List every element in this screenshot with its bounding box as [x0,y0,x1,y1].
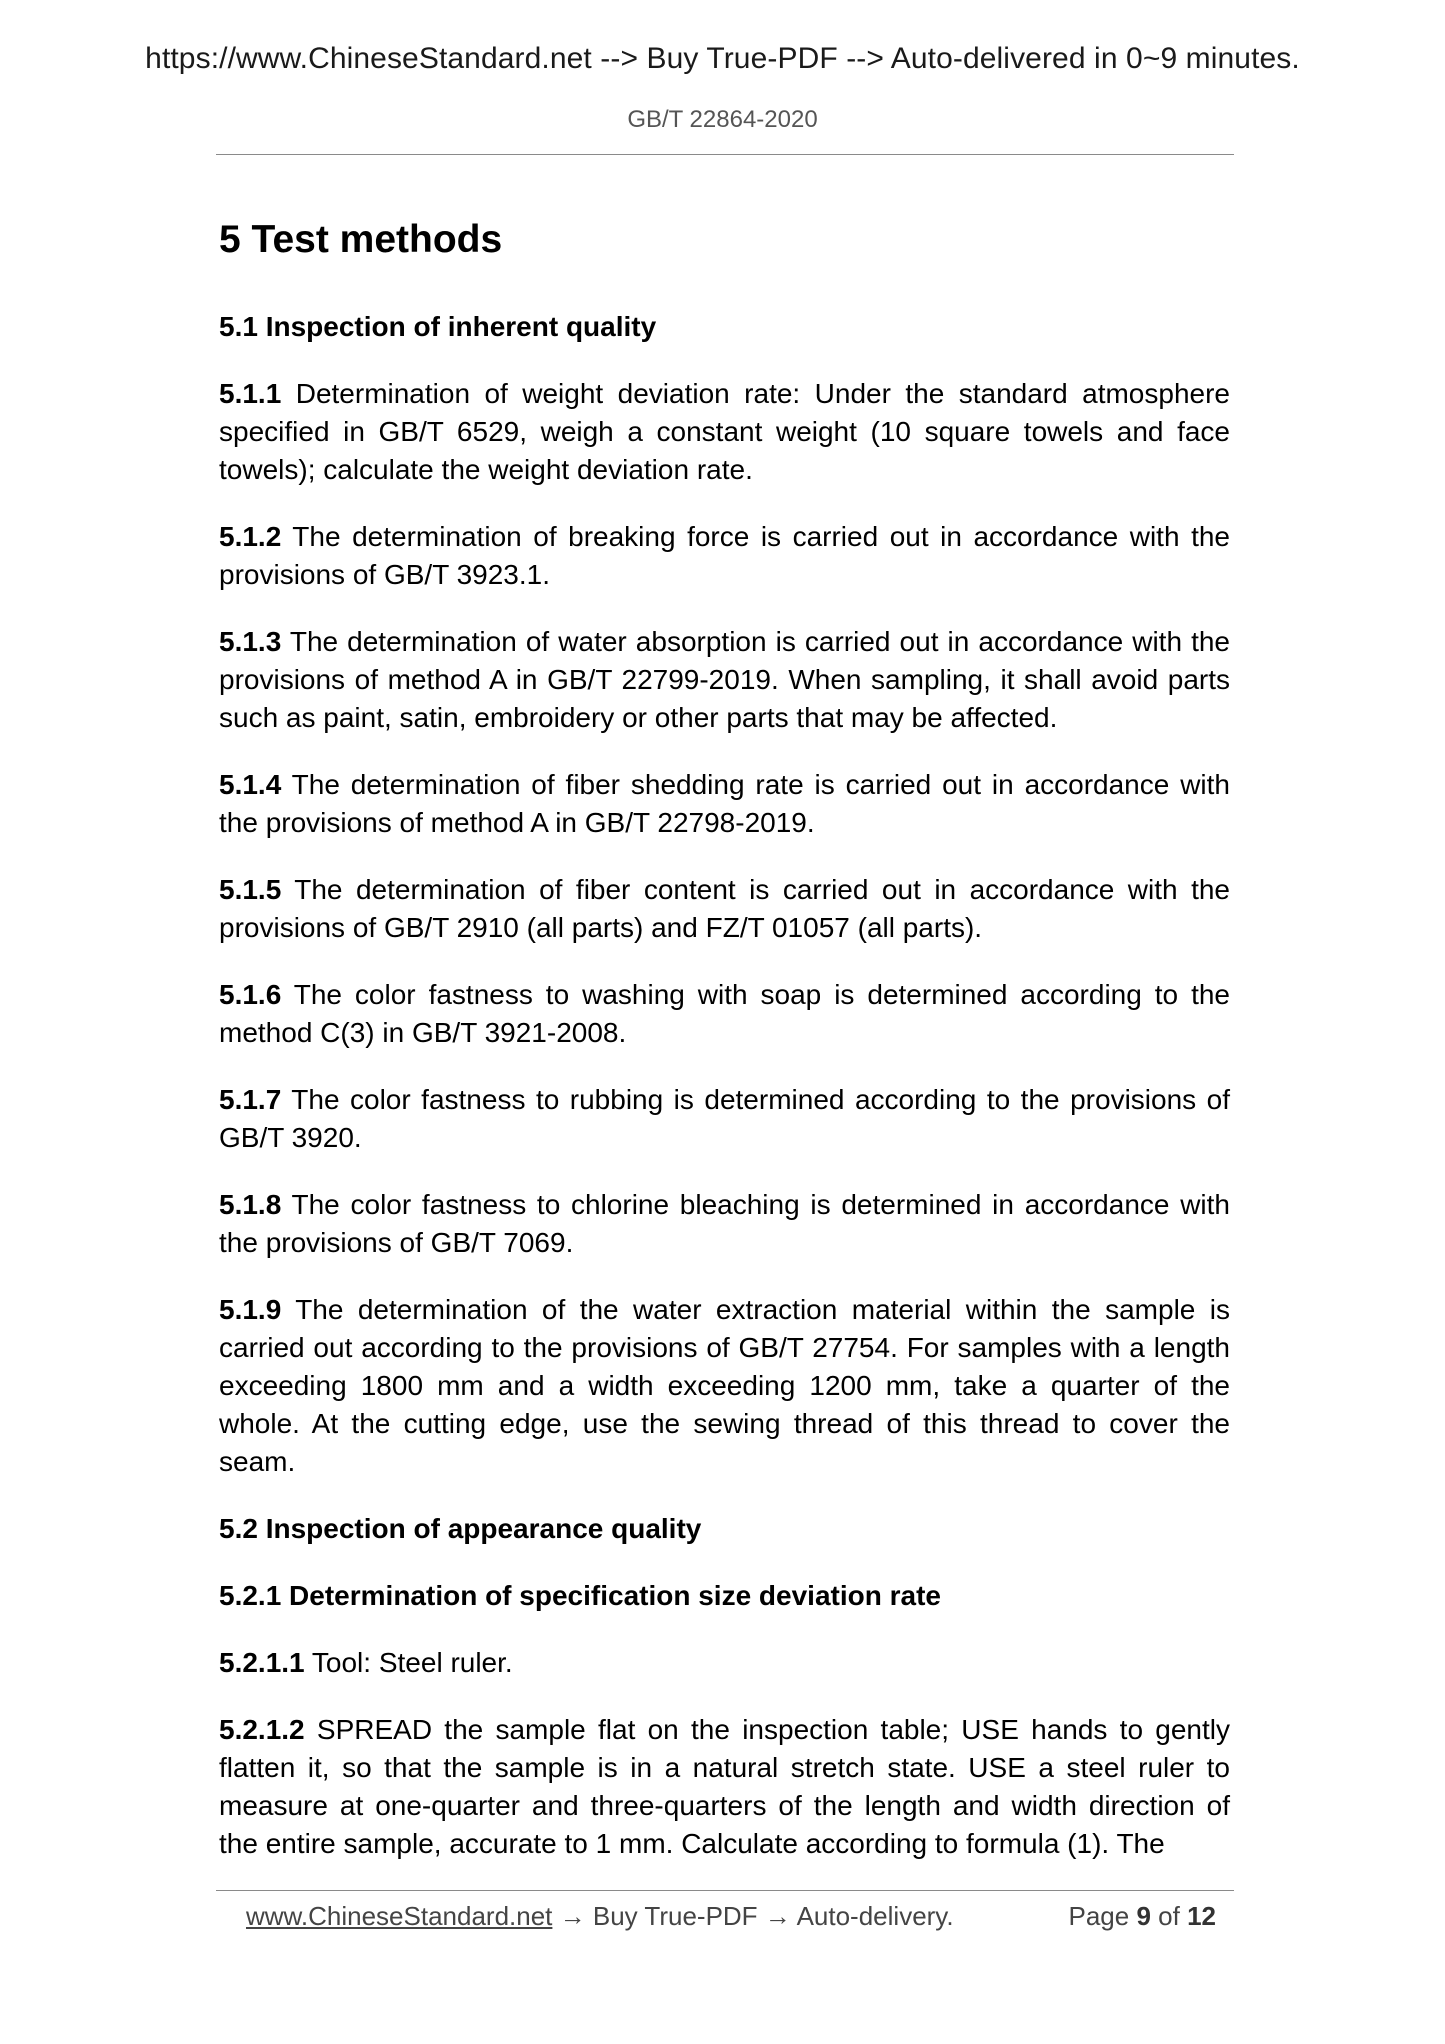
clause-5-1-2 [219,518,1230,594]
clause-5-1-8 [219,1186,1230,1262]
clause-text: The determination of water absorption is carried out in accordance with the provisions of method A in GB/T 22799-2019. When sampling, it shall avoid parts such as paint, satin, embroidery or other parts that may be affected. [219,626,1230,733]
clause-number: 5.1.9 [219,1294,282,1325]
clause-number: 5.2.1.1 [219,1647,305,1678]
clause-5-1-5 [219,871,1230,947]
subsection-heading-5-1: 5.1 Inspection of inherent quality [219,311,657,342]
clause-text: The determination of the water extraction material within the sample is carried out according to the provisions of GB/T 27754. For samples with a length exceeding 1800 mm and a width exceeding 1200 mm, take a quarter of the whole. At the cutting edge, use the sewing thread of this thread to cover the seam. [219,1294,1230,1477]
page-footer [246,1898,1216,1934]
clause-text: The determination of fiber shedding rate is carried out in accordance with the provisions of method A in GB/T 22798-2019. [219,769,1230,838]
page-label: Page [1068,1901,1130,1931]
clause-number: 5.1.3 [219,626,282,657]
clause-text: Tool: Steel ruler. [304,1647,513,1678]
clause-5-1-1 [219,375,1230,489]
clause-5-1-3 [219,623,1230,737]
clause-number: 5.1.8 [219,1189,282,1220]
subsection-heading-5-2-1: 5.2.1 Determination of specification size deviation rate [219,1580,941,1611]
footer-site-link[interactable]: www.ChineseStandard.net [246,1901,553,1931]
clause-number: 5.1.6 [219,979,282,1010]
top-banner: https://www.ChineseStandard.net --> Buy True-PDF --> Auto-delivered in 0~9 minutes. [145,42,1300,75]
clause-text: The color fastness to chlorine bleaching is determined in accordance with the provisions of GB/T 7069. [219,1189,1230,1258]
clause-number: 5.1.7 [219,1084,282,1115]
clause-5-1-4 [219,766,1230,842]
clause-number: 5.1.4 [219,769,282,800]
subsection-heading-5-2: 5.2 Inspection of appearance quality [219,1513,702,1544]
footer-divider [216,1890,1234,1891]
clause-text: SPREAD the sample flat on the inspection table; USE hands to gently flatten it, so that the sample is in a natural stretch state. USE a steel ruler to measure at one-quarter and three-quarters of the length and width direction of the entire sample, accurate to 1 mm. Calculate according to formula (1). The [219,1714,1230,1859]
document-code: GB/T 22864-2020 [627,106,818,133]
clause-number: 5.2.1.2 [219,1714,305,1745]
header-divider [216,154,1234,155]
clause-text: The determination of breaking force is carried out in accordance with the provisions of GB/T 3923.1. [219,521,1230,590]
clause-5-1-7 [219,1081,1230,1157]
section-title: 5 Test methods [219,218,503,261]
footer-tagline: → Buy True-PDF → Auto-delivery. [552,1901,954,1931]
clause-number: 5.1.2 [219,521,282,552]
page-of-label: of [1158,1901,1180,1931]
page-total: 12 [1187,1901,1216,1931]
clause-5-2-1-1 [219,1644,1230,1682]
clause-text: The color fastness to washing with soap is determined according to the method C(3) in GB/T 3921-2008. [219,979,1230,1048]
page-number: 9 [1136,1901,1151,1931]
clause-text: Determination of weight deviation rate: Under the standard atmosphere specified in GB/T 6529, weigh a constant weight (10 square towels and face towels); calculate the weight deviation rate. [219,378,1230,485]
clause-5-1-9 [219,1291,1230,1481]
clause-number: 5.1.5 [219,874,282,905]
clause-number: 5.1.1 [219,378,282,409]
page-content [219,210,1230,1892]
clause-text: The color fastness to rubbing is determined according to the provisions of GB/T 3920. [219,1084,1230,1153]
clause-5-1-6 [219,976,1230,1052]
clause-5-2-1-2 [219,1711,1230,1863]
page-indicator [1068,1898,1216,1934]
clause-text: The determination of fiber content is carried out in accordance with the provisions of GB/T 2910 (all parts) and FZ/T 01057 (all parts). [219,874,1230,943]
